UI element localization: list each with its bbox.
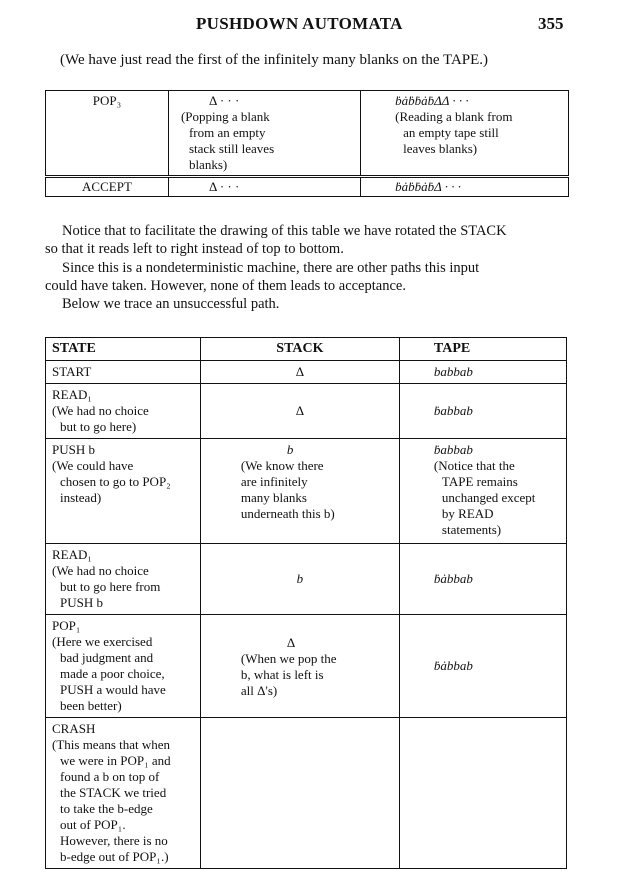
stack-note-line: from an empty xyxy=(188,125,266,140)
tape-note-line: TAPE remains xyxy=(441,474,518,489)
table-row xyxy=(46,361,567,384)
tape-note-line: (Notice that the xyxy=(433,458,515,473)
table-row xyxy=(46,384,567,439)
header-stack: STACK xyxy=(200,338,399,361)
state-cell xyxy=(46,544,201,615)
state-note-line: but to go here) xyxy=(60,419,137,434)
stack-cell xyxy=(200,718,399,869)
paragraph-unsuccessful-path xyxy=(45,295,571,313)
table-row xyxy=(46,177,569,197)
stack-note-line: underneath this b) xyxy=(240,506,335,521)
state-label xyxy=(52,442,194,458)
stack-value: Δ xyxy=(295,403,305,418)
stack-note-line: many blanks xyxy=(240,490,307,505)
header-tape-label: TAPE xyxy=(433,341,471,356)
tape-cell xyxy=(399,544,566,615)
tape-note-line: unchanged except xyxy=(441,490,536,505)
state-note-line: PUSH b xyxy=(60,595,103,610)
stack-note-line: all Δ's) xyxy=(240,683,278,698)
state-label: READ₁ xyxy=(52,547,92,562)
state-note-line: the STACK we tried xyxy=(60,785,167,800)
tape-value: ḃȧbbab xyxy=(433,571,473,586)
paragraph-rotated-stack xyxy=(45,222,571,258)
stack-cell xyxy=(168,177,360,197)
tape-cell xyxy=(399,361,566,384)
stack-value: Δ · · · xyxy=(208,93,240,108)
state-cell xyxy=(46,615,201,718)
table-row xyxy=(46,615,567,718)
stack-note-line: are infinitely xyxy=(240,474,308,489)
state-note-line: but to go here from xyxy=(60,579,161,594)
state-cell xyxy=(46,177,169,197)
paragraph-line: Since this is a nondeterministic machine, there are other paths this input xyxy=(62,260,480,276)
state-note-line: found a b on top of xyxy=(60,769,160,784)
state-cell xyxy=(46,361,201,384)
state-note-line: (This means that when xyxy=(52,737,171,752)
table-row xyxy=(46,544,567,615)
tape-cell xyxy=(399,384,566,439)
top-trace-table xyxy=(45,90,569,197)
tape-note-line: an empty tape still xyxy=(403,125,499,140)
tape-cell xyxy=(399,615,566,718)
state-label: CRASH xyxy=(52,721,96,736)
tape-note-line: leaves blanks) xyxy=(403,141,478,156)
state-label: START xyxy=(52,364,92,379)
state-note-line: been better) xyxy=(60,698,122,713)
state-note-line: out of POP₁. xyxy=(60,817,126,832)
state-label-text: PUSH b xyxy=(52,442,95,457)
tape-value: ḃȧḃḃȧḃΔ · · · xyxy=(395,179,462,194)
stack-cell xyxy=(200,439,399,544)
stack-value: b xyxy=(286,442,294,457)
table-row xyxy=(46,91,569,177)
stack-cell xyxy=(200,361,399,384)
state-cell xyxy=(46,384,201,439)
state-label: POP₃ xyxy=(92,93,122,108)
state-note-line: b-edge out of POP₁.) xyxy=(60,849,169,864)
tape-cell xyxy=(361,177,569,197)
tape-note-line: statements) xyxy=(441,522,502,537)
state-note-line: made a poor choice, xyxy=(60,666,165,681)
stack-cell xyxy=(200,544,399,615)
stack-note-line: (Popping a blank xyxy=(180,109,270,124)
state-note-line: (We could have xyxy=(52,458,134,473)
tape-value: ḃȧḃḃȧḃΔΔ · · · xyxy=(395,93,469,108)
stack-value: Δ xyxy=(286,635,296,650)
state-note-line: (Here we exercised xyxy=(52,634,153,649)
tape-cell xyxy=(361,91,569,177)
paragraph-line: so that it reads left to right instead of top to bottom. xyxy=(45,241,344,257)
stack-value: Δ · · · xyxy=(208,179,240,194)
stack-note-line: stack still leaves xyxy=(188,141,275,156)
state-note-line: instead) xyxy=(60,490,102,505)
stack-cell xyxy=(200,615,399,718)
tape-note-line: by READ xyxy=(441,506,494,521)
state-note-line: chosen to go to POP₂ xyxy=(60,474,171,489)
state-cell xyxy=(46,439,201,544)
unsuccessful-trace-table xyxy=(45,337,567,869)
table-row xyxy=(46,439,567,544)
state-cell xyxy=(46,718,201,869)
page-number: 355 xyxy=(538,14,564,33)
running-title: PUSHDOWN AUTOMATA xyxy=(196,14,403,33)
state-label: ACCEPT xyxy=(82,179,132,194)
stack-note-line: (When we pop the xyxy=(240,651,337,666)
tape-value: ḃabbab xyxy=(433,403,473,418)
paragraph-line: Notice that to facilitate the drawing of this table we have rotated the STACK xyxy=(62,223,507,239)
tape-value: ḃȧbbab xyxy=(433,658,473,673)
state-note-line: (We had no choice xyxy=(52,403,149,418)
header-state: STATE xyxy=(46,338,201,361)
header-tape xyxy=(399,338,566,361)
stack-value: b xyxy=(296,571,304,586)
state-note-line: we were in POP₁ and xyxy=(60,753,171,768)
state-note-line: to take the b-edge xyxy=(60,801,153,816)
tape-note-line: (Reading a blank from xyxy=(395,109,513,124)
state-note-line: (We had no choice xyxy=(52,563,149,578)
page-header xyxy=(0,14,641,38)
paragraph-line: Below we trace an unsuccessful path. xyxy=(62,296,280,312)
stack-cell xyxy=(200,384,399,439)
table-header-row xyxy=(46,338,567,361)
state-cell xyxy=(46,91,169,177)
table-row xyxy=(46,718,567,869)
stack-value: Δ xyxy=(295,364,305,379)
stack-note-line: (We know there xyxy=(240,458,324,473)
state-note-line: However, there is no xyxy=(60,833,168,848)
stack-note-line: blanks) xyxy=(188,157,228,172)
paragraph-nondeterministic xyxy=(45,259,571,295)
state-note-line: bad judgment and xyxy=(60,650,154,665)
paragraph-line: could have taken. However, none of them leads to acceptance. xyxy=(45,278,406,294)
tape-cell xyxy=(399,439,566,544)
state-note-line: PUSH a would have xyxy=(60,682,166,697)
tape-cell xyxy=(399,718,566,869)
tape-value: ḃabbab xyxy=(433,442,473,457)
cell-spacer xyxy=(52,506,194,540)
stack-note-line: b, what is left is xyxy=(240,667,324,682)
stack-cell xyxy=(168,91,360,177)
intro-line: (We have just read the first of the infinitely many blanks on the TAPE.) xyxy=(60,52,489,68)
state-label: READ₁ xyxy=(52,387,92,402)
tape-value: babbab xyxy=(433,364,473,379)
state-label: POP₁ xyxy=(52,618,81,633)
